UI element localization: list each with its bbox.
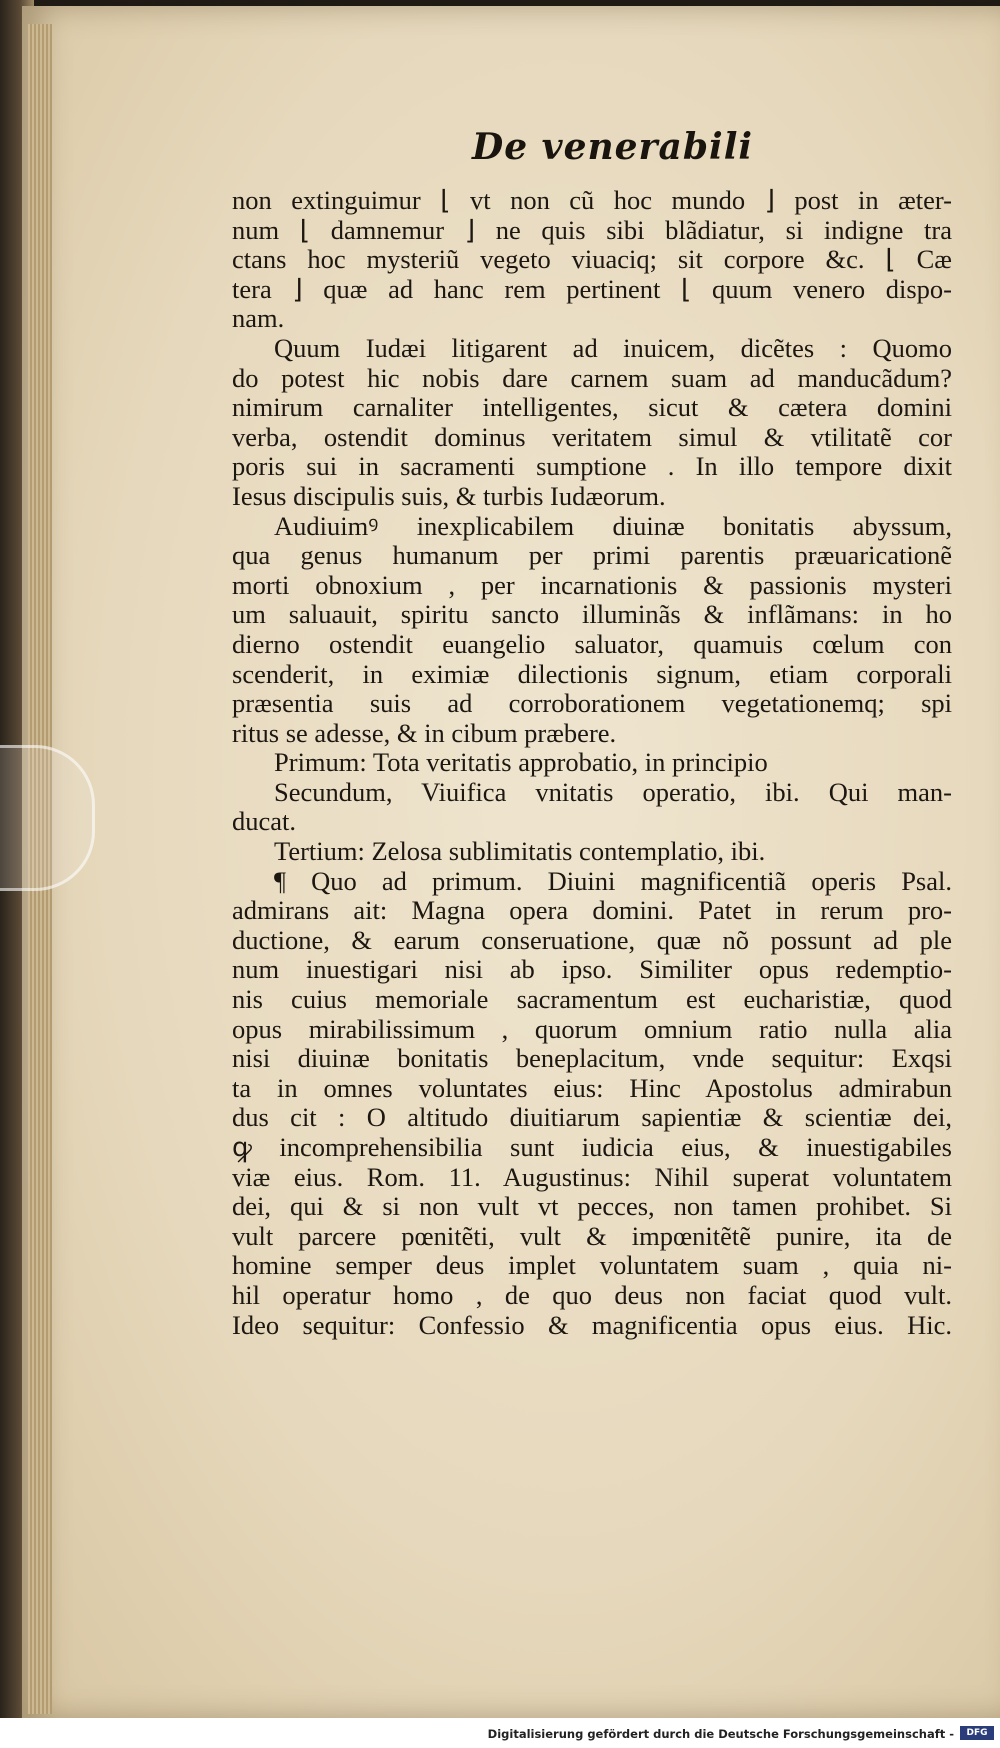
text-line: num ⌊ damnemur ⌋ ne quis sibi blãdiatur, si indigne tra: [232, 215, 952, 245]
text-line: ꝙ incomprehensibilia sunt iudicia eius, & inuestigabiles: [232, 1133, 952, 1162]
text-line: num inuestigari nisi ab ipso. Similiter opus redemptio-: [232, 955, 952, 985]
text-line: um saluauit, spiritu sancto illuminãs & inflãmans: in ho: [232, 600, 952, 630]
text-line: Quum Iudæi litigarent ad inuicem, dicẽtes : Quomo: [274, 333, 952, 363]
text-line: nis cuius memoriale sacramentum est eucharistiæ, quod: [232, 985, 952, 1015]
text-line: dierno ostendit euangelio saluator, quamuis cœlum con: [232, 629, 952, 659]
text-line: Audiuimꝰ inexplicabilem diuinæ bonitatis abyssum,: [274, 511, 952, 541]
page-clip: [0, 745, 95, 891]
text-line: ductione, & earum conseruatione, quæ nõ possunt ad ple: [232, 925, 952, 955]
text-line: nimirum carnaliter intelligentes, sicut & cætera domini: [232, 393, 952, 423]
text-line: tera ⌋ quæ ad hanc rem pertinent ⌊ quum venero dispo-: [232, 274, 952, 304]
text-line: do potest hic nobis dare carnem suam ad manducãdum?: [232, 363, 952, 393]
text-line: Tertium: Zelosa sublimitatis contemplatio, ibi.: [274, 837, 766, 867]
text-line: vult parcere pœnitẽti, vult & impœnitẽtẽ punire, ita de: [232, 1221, 952, 1251]
body-text: [232, 186, 952, 1340]
text-line: scenderit, in eximiæ dilectionis signum, etiam corporali: [232, 659, 952, 689]
text-line: opus mirabilissimum , quorum omnium ratio nulla alia: [232, 1014, 952, 1044]
text-line: viæ eius. Rom. 11. Augustinus: Nihil superat voluntatem: [232, 1162, 952, 1192]
text-line: admirans ait: Magna opera domini. Patet in rerum pro-: [232, 896, 952, 926]
text-line: ducat.: [232, 807, 297, 837]
text-line: dei, qui & si non vult vt pecces, non tamen prohibet. Si: [232, 1192, 952, 1222]
text-line: non extinguimur ⌊ vt non cũ hoc mundo ⌋ post in æter-: [232, 186, 952, 215]
text-line: verba, ostendit dominus veritatem simul & vtilitatẽ cor: [232, 422, 952, 452]
text-line: ta in omnes voluntates eius: Hinc Apostolus admirabun: [232, 1073, 952, 1103]
text-line: præsentia suis ad corroborationem vegetationemq; spi: [232, 689, 952, 719]
text-line: Iesus discipulis suis, & turbis Iudæorum.: [232, 481, 666, 511]
text-line: poris sui in sacramenti sumptione . In illo tempore dixit: [232, 452, 952, 482]
text-line: qua genus humanum per primi parentis præuaricationẽ: [232, 541, 952, 571]
text-line: hil operatur homo , de quo deus non faciat quod vult.: [232, 1280, 952, 1310]
text-line: Ideo sequitur: Confessio & magnificentia opus eius. Hic.: [232, 1310, 952, 1340]
text-line: homine semper deus implet voluntatem suam , quia ni-: [232, 1251, 952, 1281]
text-line: ¶ Quo ad primum. Diuini magnificentiã operis Psal.: [274, 866, 952, 896]
dfg-logo: DFG: [960, 1726, 994, 1740]
text-line: nisi diuinæ bonitatis beneplacitum, vnde sequitur: Exqsi: [232, 1044, 952, 1074]
text-line: ctans hoc mysteriũ vegeto viuaciq; sit corpore &c. ⌊ Cæ: [232, 245, 952, 275]
text-line: morti obnoxium , per incarnationis & passionis mysteri: [232, 570, 952, 600]
text-line: Primum: Tota veritatis approbatio, in principio: [274, 748, 768, 778]
text-line: Secundum, Viuifica vnitatis operatio, ibi. Qui man-: [274, 777, 952, 807]
funding-notice: Digitalisierung gefördert durch die Deutsche Forschungsgemeinschaft -: [487, 1727, 954, 1741]
text-line: ritus se adesse, & in cibum præbere.: [232, 718, 617, 748]
text-line: dus cit : O altitudo diuitiarum sapientiæ & scientiæ dei,: [232, 1103, 952, 1133]
text-line: nam.: [232, 304, 285, 334]
running-header: De venerabili: [472, 126, 754, 168]
